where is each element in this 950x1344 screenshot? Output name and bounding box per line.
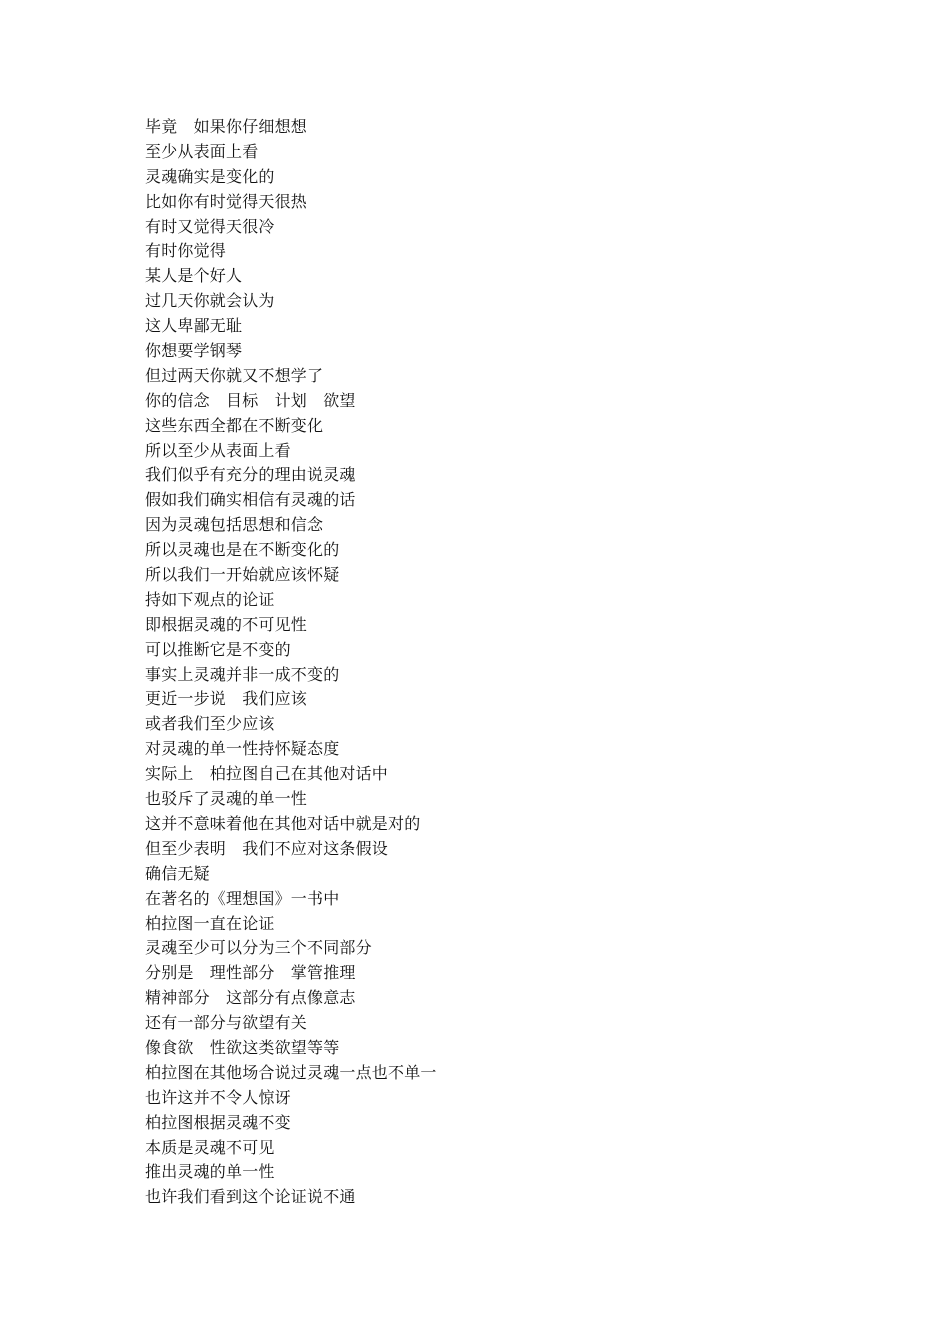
text-line: 这人卑鄙无耻 bbox=[145, 316, 243, 336]
text-line: 所以灵魂也是在不断变化的 bbox=[145, 540, 340, 560]
text-line: 比如你有时觉得天很热 bbox=[145, 191, 308, 211]
text-line: 过几天你就会认为 bbox=[145, 291, 275, 311]
text-line: 精神部分 这部分有点像意志 bbox=[145, 988, 356, 1008]
text-line: 假如我们确实相信有灵魂的话 bbox=[145, 490, 356, 510]
text-line: 也许我们看到这个论证说不通 bbox=[145, 1187, 356, 1207]
text-line: 某人是个好人 bbox=[145, 266, 243, 286]
text-line: 持如下观点的论证 bbox=[145, 589, 275, 609]
text-line: 对灵魂的单一性持怀疑态度 bbox=[145, 739, 340, 759]
text-line: 实际上 柏拉图自己在其他对话中 bbox=[145, 764, 389, 784]
text-line: 推出灵魂的单一性 bbox=[145, 1162, 275, 1182]
text-line: 柏拉图根据灵魂不变 bbox=[145, 1112, 291, 1132]
text-line: 你想要学钢琴 bbox=[145, 341, 243, 361]
text-line: 你的信念 目标 计划 欲望 bbox=[145, 390, 356, 410]
text-line: 我们似乎有充分的理由说灵魂 bbox=[145, 465, 356, 485]
text-line: 柏拉图一直在论证 bbox=[145, 913, 275, 933]
text-line: 灵魂至少可以分为三个不同部分 bbox=[145, 938, 372, 958]
text-line: 分别是 理性部分 掌管推理 bbox=[145, 963, 356, 983]
text-line: 这并不意味着他在其他对话中就是对的 bbox=[145, 813, 421, 833]
text-line: 确信无疑 bbox=[145, 863, 210, 883]
text-line: 也许这并不令人惊讶 bbox=[145, 1087, 291, 1107]
text-line: 也驳斥了灵魂的单一性 bbox=[145, 789, 308, 809]
text-line: 还有一部分与欲望有关 bbox=[145, 1013, 308, 1033]
text-line: 所以至少从表面上看 bbox=[145, 440, 291, 460]
text-line: 可以推断它是不变的 bbox=[145, 639, 291, 659]
text-line: 因为灵魂包括思想和信念 bbox=[145, 515, 324, 535]
text-line: 至少从表面上看 bbox=[145, 141, 259, 161]
text-line: 在著名的《理想国》一书中 bbox=[145, 888, 340, 908]
transcript-text bbox=[145, 115, 865, 1210]
text-line: 更近一步说 我们应该 bbox=[145, 689, 308, 709]
text-line: 像食欲 性欲这类欲望等等 bbox=[145, 1037, 340, 1057]
text-line: 灵魂确实是变化的 bbox=[145, 166, 275, 186]
text-line: 有时又觉得天很冷 bbox=[145, 216, 275, 236]
text-line: 所以我们一开始就应该怀疑 bbox=[145, 565, 340, 585]
text-line: 柏拉图在其他场合说过灵魂一点也不单一 bbox=[145, 1062, 437, 1082]
text-line: 即根据灵魂的不可见性 bbox=[145, 614, 308, 634]
text-line: 本质是灵魂不可见 bbox=[145, 1137, 275, 1157]
text-line: 但过两天你就又不想学了 bbox=[145, 365, 324, 385]
text-line: 事实上灵魂并非一成不变的 bbox=[145, 664, 340, 684]
text-line: 毕竟 如果你仔细想想 bbox=[145, 117, 308, 136]
text-line: 这些东西全都在不断变化 bbox=[145, 415, 324, 435]
text-line: 但至少表明 我们不应对这条假设 bbox=[145, 838, 389, 858]
text-line: 或者我们至少应该 bbox=[145, 714, 275, 734]
text-line: 有时你觉得 bbox=[145, 241, 227, 261]
